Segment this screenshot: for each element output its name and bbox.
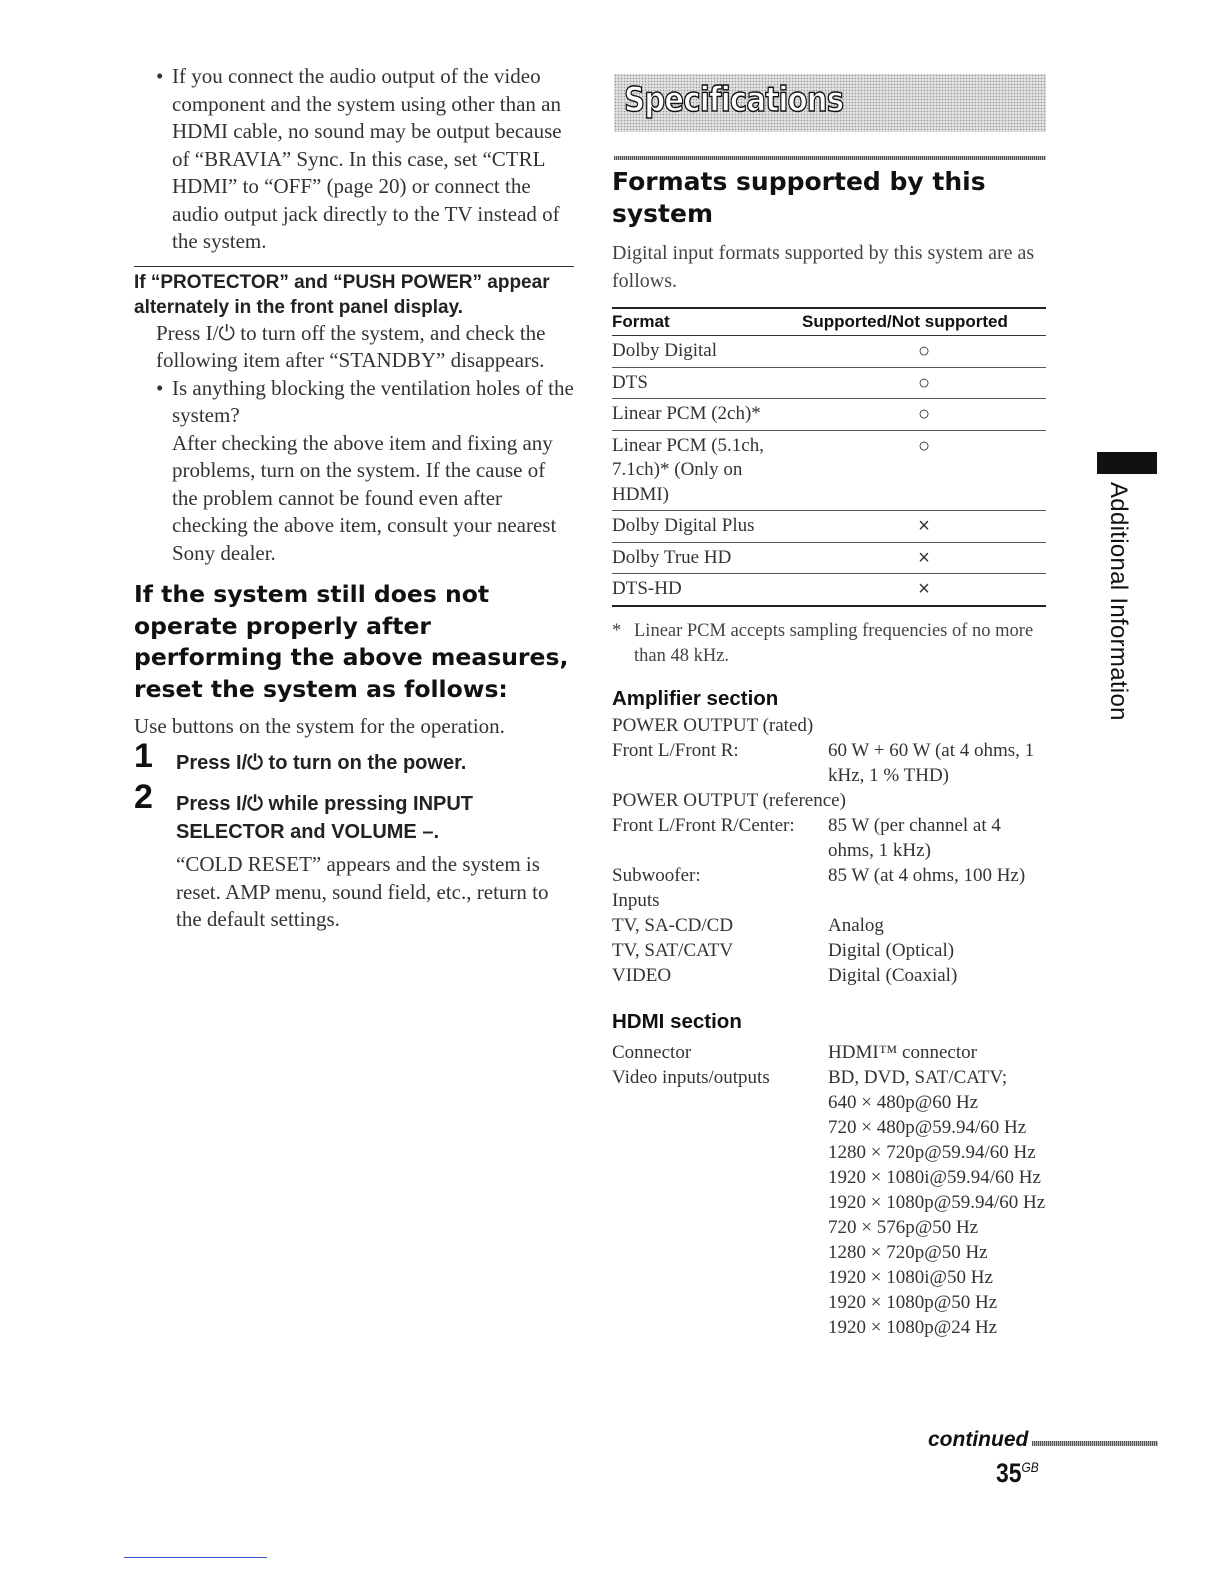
divider	[614, 156, 1046, 160]
bullet-question: Is anything blocking the ventilation holes of the system?	[172, 375, 574, 427]
video-format: 1280 × 720p@59.94/60 Hz	[828, 1141, 1036, 1163]
continued-rule	[1032, 1441, 1158, 1446]
step-text: Press I/⏻ while pressing INPUT SELECTOR and VOLUME –.	[176, 793, 474, 843]
spec-row	[612, 938, 1048, 963]
bullet-text: If you connect the audio output of the video component and the system using other than an HDMI cable, no sound may be output because of “BRAVIA” Sync. In this case, set “CTRL HDMI” to “OFF” (page 20) or connect the audio output jack directly to the TV instead of the system.	[172, 64, 562, 253]
footnote	[612, 619, 1048, 669]
footnote-text: Linear PCM accepts sampling frequencies of no more than 48 kHz.	[634, 620, 1034, 666]
support-cell: ×	[802, 574, 1046, 606]
spec-value: Analog	[828, 914, 884, 936]
step-text: Press I/⏻ to turn on the power.	[176, 751, 467, 774]
spec-value: HDMI™ connector	[828, 1041, 977, 1063]
video-format: 720 × 576p@50 Hz	[828, 1216, 979, 1238]
format-cell: Linear PCM (2ch)*	[612, 399, 802, 431]
format-cell: Dolby Digital	[612, 336, 802, 368]
reset-heading: If the system still does not operate properly after performing the above measures, reset the system as follows:	[134, 580, 569, 703]
spec-key: Subwoofer:	[612, 864, 701, 886]
spec-label: POWER OUTPUT (rated)	[612, 714, 814, 736]
spec-value: Digital (Coaxial)	[828, 964, 958, 986]
column-header: Supported/Not supported	[802, 308, 1046, 336]
table-row	[612, 430, 1046, 511]
spec-row	[612, 738, 1048, 788]
format-cell: DTS-HD	[612, 574, 802, 606]
step-number: 1	[134, 736, 153, 775]
continued-label: continued	[928, 1428, 1029, 1451]
video-format: 640 × 480p@60 Hz	[828, 1091, 979, 1113]
spec-row	[612, 863, 1048, 888]
table-row	[612, 574, 1046, 606]
video-format: 1920 × 1080p@59.94/60 Hz	[828, 1191, 1046, 1213]
step-number: 2	[134, 778, 153, 816]
section-tab	[1104, 482, 1148, 742]
spec-key: Connector	[612, 1041, 692, 1063]
video-format: BD, DVD, SAT/CATV;	[828, 1066, 1008, 1088]
section-tab-marker	[1097, 452, 1157, 474]
table-row	[612, 511, 1046, 543]
format-cell: Dolby True HD	[612, 542, 802, 574]
video-format: 1920 × 1080i@50 Hz	[828, 1266, 993, 1288]
spec-key: Video inputs/outputs	[612, 1066, 770, 1088]
support-cell: ○	[802, 399, 1046, 431]
section-tab-label: Additional Information	[1105, 482, 1132, 721]
video-format: 1920 × 1080i@59.94/60 Hz	[828, 1166, 1041, 1188]
spec-key: TV, SAT/CATV	[612, 939, 734, 961]
spec-row	[612, 913, 1048, 938]
right-column	[612, 166, 1048, 1340]
table-row	[612, 367, 1046, 399]
spec-row	[612, 1040, 1048, 1065]
bottom-link-line	[124, 1557, 267, 1558]
format-cell: Dolby Digital Plus	[612, 511, 802, 543]
formats-table	[612, 307, 1046, 607]
left-column	[134, 63, 574, 934]
list-item: • If you connect the audio output of the video component and the system using other than an HDMI cable, no sound may be output because of “BRAVIA” Sync. In this case, set “CTRL HDMI” to “OFF” (page 20) or connect the audio output jack directly to the TV instead of the system.	[156, 64, 562, 253]
table-header-row	[612, 308, 1046, 336]
spec-label: Inputs	[612, 889, 660, 911]
spec-key: Front L/Front R/Center:	[612, 814, 795, 836]
spec-value: 85 W (per channel at 4 ohms, 1 kHz)	[828, 814, 1001, 861]
spec-value: Digital (Optical)	[828, 939, 955, 961]
video-format: 720 × 480p@59.94/60 Hz	[828, 1116, 1027, 1138]
spec-label: POWER OUTPUT (reference)	[612, 789, 846, 811]
page-number-value: 35	[996, 1458, 1022, 1488]
table-row	[612, 542, 1046, 574]
spec-value: 85 W (at 4 ohms, 100 Hz)	[828, 864, 1026, 886]
table-row	[612, 399, 1046, 431]
support-cell: ×	[802, 542, 1046, 574]
spec-key: VIDEO	[612, 964, 672, 986]
list-item: • Is anything blocking the ventilation holes of the system? After checking the above item and fixing any problems, turn on the system. If the cause of the problem cannot be found even after checking the above item, consult your nearest Sony dealer.	[156, 375, 574, 565]
step-2-body: “COLD RESET” appears and the system is reset. AMP menu, sound field, etc., return to the default settings.	[176, 852, 549, 931]
video-format: 1920 × 1080p@50 Hz	[828, 1291, 998, 1313]
video-format: 1280 × 720p@50 Hz	[828, 1241, 988, 1263]
protector-text: Press I/⏻ to turn off the system, and check the following item after “STANDBY” disappears.	[156, 320, 546, 372]
footnote-mark: *	[612, 620, 622, 641]
spec-row	[612, 813, 1048, 863]
bullet-answer: After checking the above item and fixing any problems, turn on the system. If the cause of the problem cannot be found even after checking the above item, consult your nearest Sony dealer.	[172, 430, 557, 565]
reset-intro: Use buttons on the system for the operation.	[134, 714, 505, 738]
spec-row	[612, 1065, 1048, 1340]
video-format-list	[828, 1065, 1048, 1340]
amplifier-specs	[612, 713, 1048, 988]
hdmi-heading: HDMI section	[612, 1009, 742, 1033]
page-suffix: GB	[1021, 1459, 1039, 1475]
support-cell: ○	[802, 367, 1046, 399]
spec-key: TV, SA-CD/CD	[612, 914, 734, 936]
amplifier-heading: Amplifier section	[612, 686, 779, 710]
protector-heading: If “PROTECTOR” and “PUSH POWER” appear alternately in the front panel display.	[134, 266, 574, 320]
support-cell: ○	[802, 336, 1046, 368]
formats-intro: Digital input formats supported by this system are as follows.	[612, 242, 1035, 292]
video-format: 1920 × 1080p@24 Hz	[828, 1316, 998, 1338]
hdmi-specs	[612, 1040, 1048, 1340]
format-cell: Linear PCM (5.1ch, 7.1ch)* (Only on HDMI)	[612, 430, 802, 511]
format-cell: DTS	[612, 367, 802, 399]
spec-value: 60 W + 60 W (at 4 ohms, 1 kHz, 1 % THD)	[828, 739, 1035, 786]
spec-key: Front L/Front R:	[612, 739, 739, 761]
step-2	[134, 778, 574, 845]
spec-row	[612, 963, 1048, 988]
support-cell: ○	[802, 430, 1046, 511]
step-1	[134, 736, 574, 777]
formats-heading: Formats supported by this system	[612, 167, 986, 228]
support-cell: ×	[802, 511, 1046, 543]
table-row	[612, 336, 1046, 368]
column-header: Format	[612, 308, 802, 336]
specifications-banner	[614, 74, 1046, 132]
page-number	[996, 1458, 1039, 1489]
banner-title: Specifications	[624, 80, 844, 120]
